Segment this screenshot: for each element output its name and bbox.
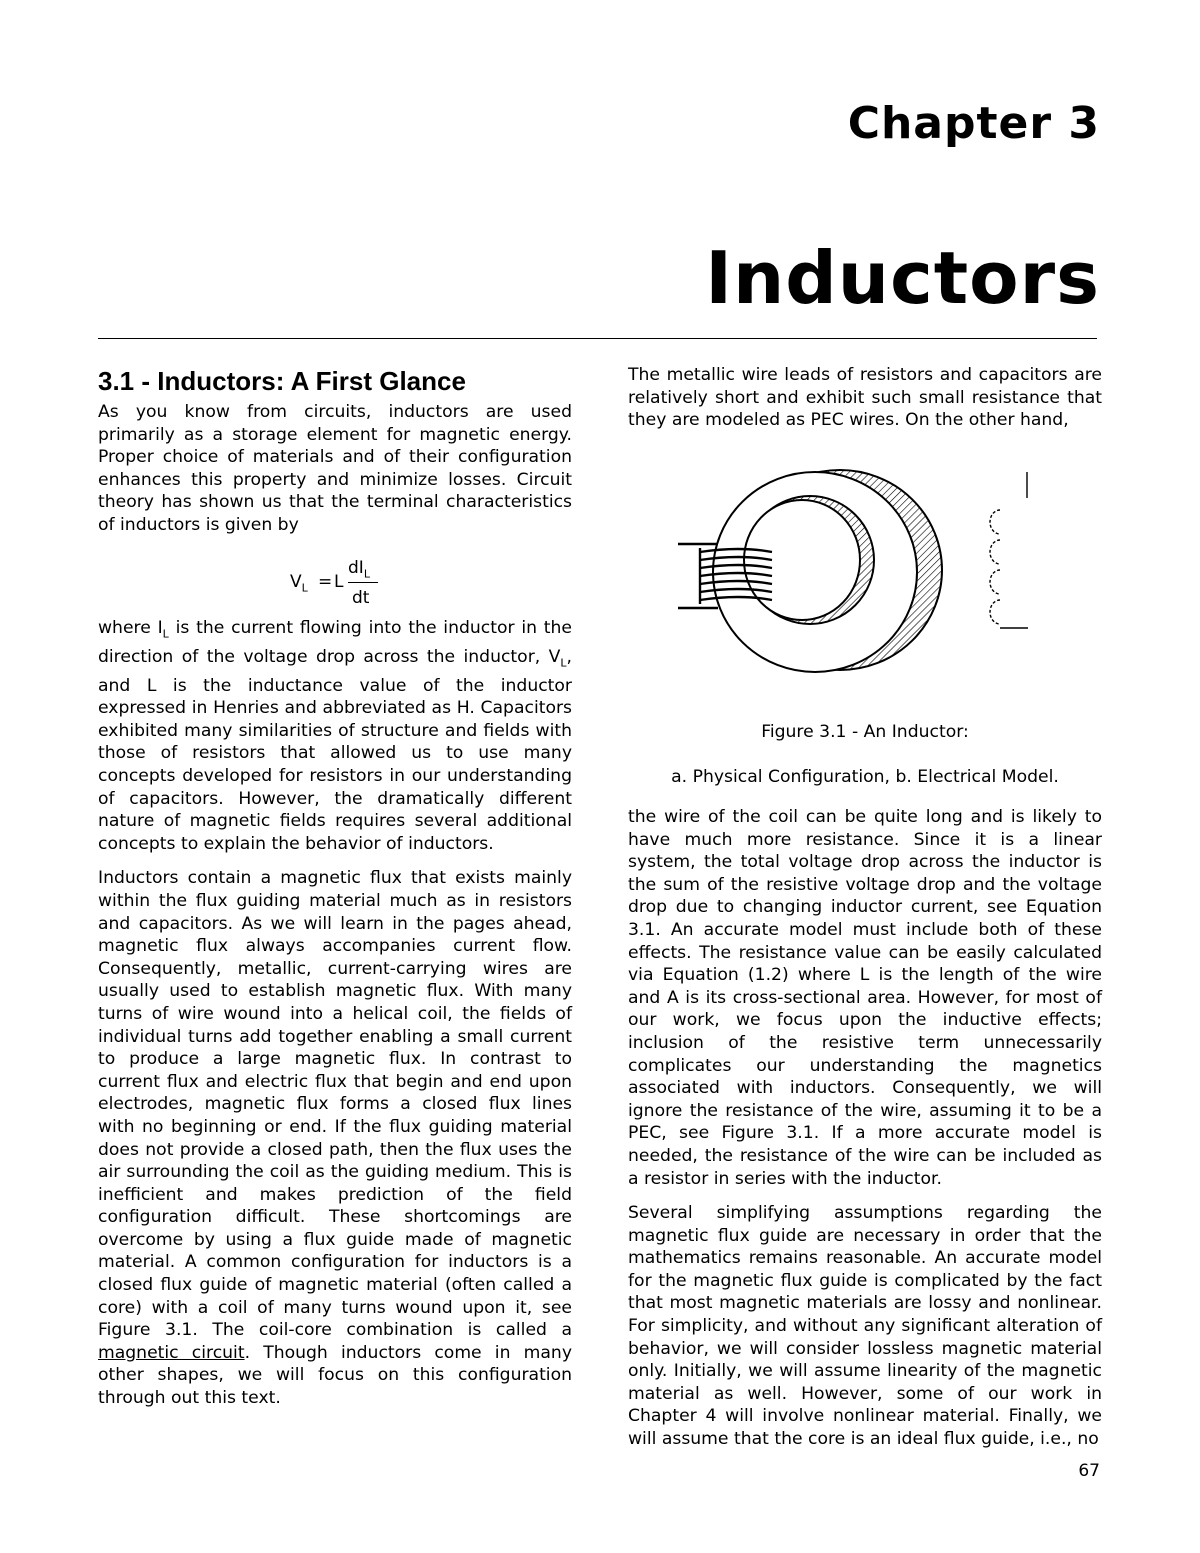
figure-caption-line-1: Figure 3.1 - An Inductor: <box>761 722 969 742</box>
right-paragraph-2: the wire of the coil can be quite long and is likely to have much more resistance. Since it is a linear system, the total voltage drop across the inductor is the sum of the resistive voltage drop and the voltage drop due to changing inductor current, see Equation 3.1. An accurate model must include both of these effects. The resistance value can be easily calculated via Equation (1.2) where L is the length of the wire and A is its cross-sectional area. However, for most of our work, we focus upon the inductive effects; inclusion of the resistive term unnecessarily complicates our understanding the magnetics associated with inductors. Consequently, we will ignore the resistance of the wire, assuming it to be a PEC, see Figure 3.1. If a more accurate model is needed, the resistance of the wire can be included as a resistor in series with the inductor. <box>628 807 1102 1189</box>
equation-lhs: $V_L$ <box>290 571 308 594</box>
inductor-symbol <box>990 472 1028 628</box>
equation-fraction-bar <box>348 582 378 583</box>
right-column-top <box>628 364 1102 444</box>
toroid-core <box>713 470 942 672</box>
chapter-title: Inductors <box>705 236 1100 320</box>
equation-lhs-sub: L <box>301 580 308 594</box>
equation-numerator-sub: L <box>363 566 370 580</box>
right-paragraph-1: The metallic wire leads of resistors and capacitors are relatively short and exhibit such small resistance that they are modeled as PEC wires. On the other hand, <box>628 365 1102 431</box>
equation-numerator: $dI_L$ <box>348 557 370 580</box>
title-rule <box>98 338 1097 339</box>
equation-coef: L <box>334 571 344 592</box>
inductor-equation <box>98 549 572 617</box>
inductor-figure <box>670 460 1050 680</box>
left-paragraph-1: As you know from circuits, inductors are used primarily as a storage element for magnetic energy. Proper choice of materials and of their configuration enhances this property and minimize losses. Circuit theory has shown us that the terminal characteristics of inductors is given by <box>98 402 572 535</box>
right-column-bottom <box>628 806 1102 1463</box>
equation-denominator: dt <box>352 587 370 608</box>
section-heading: 3.1 - Inductors: A First Glance <box>98 366 466 396</box>
page-number: 67 <box>1078 1461 1100 1481</box>
magnetic-circuit-term: magnetic circuit <box>98 1342 245 1363</box>
left-paragraph-3: Inductors contain a magnetic flux that exists mainly within the flux guiding material much as in resistors and capacitors. As we will learn in the pages ahead, magnetic flux always accompanies current flow. Consequently, metallic, current-carrying wires are usually used to establish magnetic flux. With many turns of wire wound into a helical coil, the fields of individual turns add together enabling a small current to produce a large magnetic flux. In contrast to current flux and electric flux that begin and end upon electrodes, magnetic flux forms a closed flux lines with no beginning or end. If the flux guiding material does not provide a closed path, then the flux uses the air surrounding the coil as the guiding medium. This is inefficient and makes prediction of the field configuration difficult. These shortcomings are overcome by using a flux guide made of magnetic material. A common configuration for inductors is a closed flux guide of magnetic material (often called a core) with a coil of many turns wound upon it, see Figure 3.1. The coil-core combination is called a magnetic circuit. Though inductors come in many other shapes, we will focus on this configuration through out this text. <box>98 868 572 1409</box>
right-paragraph-3: Several simplifying assumptions regarding the magnetic flux guide are necessary in order that the mathematics remains reasonable. An accurate model for the magnetic flux guide is complicated by the fact that most magnetic materials are lossy and nonlinear. For simplicity, and without any significant alteration of behavior, we will consider lossless magnetic material only. Initially, we will assume linearity of the magnetic material as well. However, some of our work in Chapter 4 will involve nonlinear material. Finally, we will assume that the core is an ideal flux guide, i.e., no <box>628 1203 1102 1450</box>
figure-caption-line-2: a. Physical Configuration, b. Electrical Model. <box>671 767 1059 787</box>
left-column <box>98 364 572 1422</box>
left-paragraph-2: where $I_L$ is the current flowing into the inductor in the direction of the voltage drop across the inductor, $V_L$, and L is the inductance value of the inductor expressed in Henries and abbreviated as H. Capacitors exhibited many similarities of structure and fields with those of resistors that allowed us to use many concepts developed for resistors in our understanding of capacitors. However, the dramatically different nature of magnetic fields requires several additional concepts to explain the behavior of inductors. <box>98 617 572 854</box>
equation-equals: = <box>318 571 333 592</box>
chapter-label: Chapter 3 <box>847 98 1100 149</box>
